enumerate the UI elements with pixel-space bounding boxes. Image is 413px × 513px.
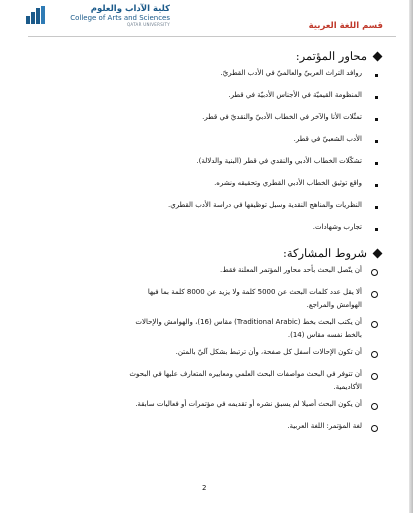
axis-item [28, 90, 383, 112]
square-bullet-icon [375, 118, 378, 121]
condition-item [28, 421, 383, 435]
section-conditions-heading [28, 243, 383, 263]
logo-mark-icon [26, 6, 48, 24]
section-axes-heading [28, 46, 383, 66]
axis-item-text: تجارب وشهادات. [312, 223, 362, 231]
axis-item-text: واقع توثيق الخطاب الأدبي القطري وتحقيقه ونشره. [214, 179, 362, 187]
circle-bullet-icon [371, 321, 378, 328]
axis-item [28, 156, 383, 178]
axis-item-text: النظريات والمناهج النقدية وسبل توظيفها في دراسة الأدب القطري. [168, 201, 362, 209]
condition-item-text: ألا يقل عدد كلمات البحث عن 5000 كلمة ولا يزيد عن 8000 كلمة بما فيها [147, 288, 362, 296]
circle-bullet-icon [371, 291, 378, 298]
square-bullet-icon [375, 228, 378, 231]
condition-item [28, 265, 383, 287]
diamond-bullet-icon [373, 51, 383, 61]
axis-item-text: روافد التراث العربيّ والعالميّ في الأدب القطريّ. [220, 69, 362, 77]
axis-item [28, 134, 383, 156]
section-axes-title: محاور المؤتمر: [295, 49, 367, 63]
axis-item-text: تشكّلات الخطاب الأدبي والنقدي في قطر (البنية والدلالة). [196, 157, 362, 165]
department-title: قسم اللغة العربية [308, 21, 383, 31]
axis-item-text: المنظومة القيميّة في الأجناس الأدبيّة في قطر. [228, 91, 362, 99]
condition-item-text: لغة المؤتمر: اللغة العربية. [287, 422, 362, 430]
condition-item-text: أن يكون البحث أصيلا لم يسبق نشره أو تقديمه في مؤتمرات أو فعاليات سابقة. [135, 400, 362, 408]
condition-item [28, 317, 383, 347]
circle-bullet-icon [371, 373, 378, 380]
circle-bullet-icon [371, 269, 378, 276]
axis-item-text: تمثّلات الأنا والآخر في الخطاب الأدبيّ والنقديّ في قطر. [202, 113, 362, 121]
condition-item [28, 369, 383, 399]
axis-item [28, 68, 383, 90]
logo-arabic-text: كلية الآداب والعلوم [90, 4, 170, 14]
square-bullet-icon [375, 74, 378, 77]
section-conditions-title: شروط المشاركة: [282, 246, 367, 260]
axis-item [28, 200, 383, 222]
circle-bullet-icon [371, 403, 378, 410]
logo-english-text: College of Arts and Sciences [70, 14, 170, 22]
condition-item-text: بالخط نفسه مقاس (14). [287, 331, 362, 339]
condition-item [28, 399, 383, 421]
condition-item-text: أن يتّصل البحث بأحد محاور المؤتمر المعلنة فقط. [220, 266, 362, 274]
college-logo [26, 4, 168, 34]
conditions-list [28, 265, 383, 435]
axis-item [28, 222, 383, 240]
axes-list [28, 68, 383, 240]
square-bullet-icon [375, 96, 378, 99]
condition-item [28, 347, 383, 369]
header-divider [28, 36, 396, 37]
diamond-bullet-icon [373, 248, 383, 258]
page-content [28, 46, 383, 435]
square-bullet-icon [375, 140, 378, 143]
condition-item-text: الهوامش والمراجع. [306, 301, 362, 309]
circle-bullet-icon [371, 425, 378, 432]
logo-university-text: QATAR UNIVERSITY [126, 22, 170, 27]
condition-item [28, 287, 383, 317]
axis-item-text: الأدب الشعبيّ في قطر. [293, 135, 362, 143]
axis-item [28, 178, 383, 200]
page-number: 2 [202, 484, 207, 492]
page-edge [409, 0, 413, 513]
condition-item-text: أن تكون الإحالات أسفل كل صفحة، وأن ترتبط بشكل آليّ بالمتن. [175, 348, 362, 356]
square-bullet-icon [375, 162, 378, 165]
square-bullet-icon [375, 206, 378, 209]
condition-item-text: أن يكتب البحث بخط (Traditional Arabic) مقاس (16)، والهوامش والإحالات [135, 318, 362, 326]
circle-bullet-icon [371, 351, 378, 358]
square-bullet-icon [375, 184, 378, 187]
condition-item-text: أن تتوفر في البحث مواصفات البحث العلمي ومعاييره المتعارف عليها في البحوث [129, 370, 362, 378]
condition-item-text: الأكاديمية. [333, 383, 362, 391]
axis-item [28, 112, 383, 134]
